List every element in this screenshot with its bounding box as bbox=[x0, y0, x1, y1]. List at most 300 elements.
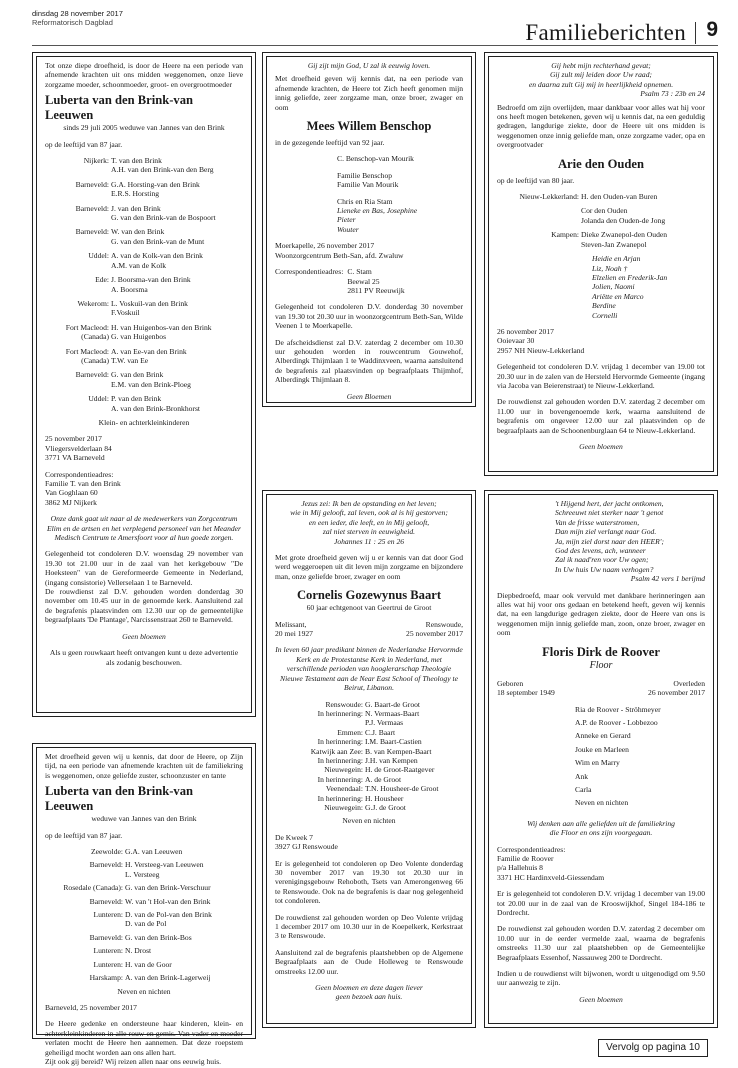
birth-date: 20 mei 1927 bbox=[275, 629, 313, 639]
family-entry bbox=[45, 347, 243, 366]
address-line: 3771 VA Barneveld bbox=[45, 453, 105, 463]
no-flowers-note: Geen bloemen bbox=[579, 994, 623, 1004]
family-member: G. van Huigenbos bbox=[111, 332, 167, 342]
verse-line: Zal ik naad'ren voor Uw ogen; bbox=[555, 555, 649, 565]
family-entry bbox=[45, 370, 243, 389]
family-member: G. van den Brink bbox=[111, 370, 164, 380]
address-line: Correspondentieadres: bbox=[497, 844, 566, 854]
family-entry bbox=[45, 933, 243, 942]
birth-place: Melissant, bbox=[275, 619, 307, 629]
address-line: Correspondentieadres: bbox=[45, 469, 114, 479]
family-place: Kampen: bbox=[551, 230, 579, 240]
verse-line: wie in Mij gelooft, zal leven, ook al is hij gestorven; bbox=[290, 508, 448, 518]
family-place: Uddel: bbox=[88, 394, 109, 404]
deceased-name: Floris Dirk de Roover bbox=[542, 644, 660, 659]
family-place: Lunteren: bbox=[93, 959, 123, 969]
grandchildren-list bbox=[497, 254, 705, 320]
funeral-info: De rouwdienst zal D.V. gehouden worden donderdag 30 november om 10.45 uur in de genoemde kerk. Aansluitend zal de begrafenis plaatsvinden om 12.30 uur op de gemeentelijke begraafplaats 'De Plantage', Narcissenstraat 260 te Barneveld. bbox=[45, 587, 243, 625]
address-line: 3927 GJ Renswoude bbox=[275, 842, 338, 852]
address-line: Vliegersvelderlaan 84 bbox=[45, 443, 112, 453]
family-names bbox=[111, 275, 243, 294]
announcement-baart bbox=[262, 490, 476, 1028]
family-place: Barneveld: bbox=[89, 896, 123, 906]
bible-verse bbox=[497, 61, 705, 89]
family-list bbox=[45, 156, 243, 413]
family-member: Jouke en Marleen bbox=[575, 744, 629, 754]
family-member: N. Vermaas-Baart bbox=[365, 708, 420, 718]
family-place: Barneveld: bbox=[89, 932, 123, 942]
announcement-de-roover bbox=[484, 490, 718, 1028]
family-place: Barneveld: bbox=[75, 179, 109, 189]
family-entry bbox=[45, 910, 243, 929]
no-flowers-note: Geen bloemen bbox=[579, 442, 623, 451]
family-member: G. van den Brink-van de Munt bbox=[111, 236, 205, 246]
family-member: Wim en Marry bbox=[575, 758, 620, 768]
family-entry bbox=[45, 973, 243, 982]
family-place: Rosedale (Canada): bbox=[63, 883, 123, 893]
address-line: C. Stam bbox=[347, 267, 372, 277]
family-names bbox=[365, 765, 463, 774]
family-member: C.J. Baart bbox=[365, 727, 396, 737]
announcement-intro: Bedroefd om zijn overlijden, maar dankbaar voor alles wat hij voor ons heeft mogen betekenen, geven wij u kennis dat, na een geduldig gedragen, langdurige ziekte, door de Heere uit ons midden is weggenomen onze innig geliefde man, onze zorgzame vader, opa en overgrootvader bbox=[497, 102, 705, 150]
family-name: Familie Benschop bbox=[337, 170, 393, 180]
verse-line: Jezus zei: Ik ben de opstanding en het leven; bbox=[301, 499, 437, 508]
verse-line: Van de frisse waterstromen, bbox=[555, 517, 640, 527]
home-address bbox=[497, 327, 705, 355]
family-member: D. van de Pol bbox=[125, 919, 167, 929]
family-names bbox=[365, 775, 463, 784]
grandchild-name: Cornelli bbox=[592, 310, 618, 320]
funeral-info: De rouwdienst zal gehouden worden D.V. zaterdag 2 december om 11.00 uur in bovengenoemde kerk, waarna aansluitend de begrafenis om ongeveer 12.00 uur zal plaatsvinden op de begraafplaats aan de Schoonenburglaan 64 te Nieuw-Lekkerland. bbox=[497, 397, 705, 435]
family-member: T.N. Housheer-de Groot bbox=[365, 784, 439, 794]
bible-verse: Gij zijt mijn God, U zal ik eeuwig loven. bbox=[307, 61, 431, 70]
verse-line: Dan mijn ziel verlangt naar God. bbox=[555, 527, 657, 537]
family-member: J. Boorsma-van den Brink bbox=[111, 275, 191, 285]
address-line: Familie T. van den Brink bbox=[45, 479, 121, 488]
family-member: A. van den Brink-Lagerweij bbox=[125, 973, 211, 983]
family-entry bbox=[45, 394, 243, 413]
grandchild-name: Berdine bbox=[592, 301, 616, 311]
spouse-line: 60 jaar echtgenoot van Geertrui de Groot bbox=[306, 603, 432, 613]
family-names bbox=[111, 370, 243, 389]
condolence-info: Er is gelegenheid tot condoleren op Deo Volente donderdag 30 november 2017 van 19.30 tot 20.30 uur in verenigingsgebouw Rehoboth, Tsets van Amerongenweg 66 te Renswoude. Ook na de begrafenis is daar nog gelegenheid tot condoleren. bbox=[275, 858, 463, 906]
verse-line: Gij hebt mijn rechterhand gevat; bbox=[551, 61, 651, 70]
family-member: L. Versteeg bbox=[125, 869, 160, 879]
family-place bbox=[497, 206, 581, 225]
family-names bbox=[125, 960, 243, 969]
grandchild-name: Heidie en Arjan bbox=[592, 254, 641, 264]
verse-line: God des levens, ach, wanneer bbox=[555, 546, 646, 556]
family-place: Fort Macleod: (Canada) bbox=[65, 322, 109, 342]
place-line: Moerkapelle, 26 november 2017 bbox=[275, 241, 375, 251]
family-entry bbox=[275, 756, 463, 765]
closing-text: Zijt ook gij bereid? Wij reizen allen naar ons eeuwig huis. bbox=[45, 1056, 222, 1066]
family-names bbox=[365, 794, 463, 803]
family-member: H. van Huigenbos-van den Brink bbox=[111, 322, 212, 332]
condolence-info: Gelegenheid tot condoleren D.V. woensdag 29 november van 19.30 tot 21.00 uur in de zaal van het kerkgebouw "De Hoeksteen" van de Gereformeerde Gemeente in Nederland, (ingang consistorie) Vellerselaan 1 te Barneveld. bbox=[45, 549, 243, 587]
family-entry bbox=[497, 230, 705, 249]
grandchild-name: Liz, Noah † bbox=[592, 263, 628, 273]
family-place: Barneveld: bbox=[89, 860, 123, 870]
address-line: p/a Hallehuis 8 bbox=[497, 863, 543, 873]
family-entry bbox=[275, 700, 463, 709]
family-entry bbox=[45, 847, 243, 856]
deceased-name: Luberta van den Brink-van Leeuwen bbox=[45, 93, 194, 123]
grandchildren-list bbox=[337, 206, 463, 234]
family-place: In herinnering: bbox=[317, 774, 363, 784]
family-entry bbox=[45, 323, 243, 342]
burial-info: Aansluitend zal de begrafenis plaatshebben op de Algemene Begraafplaats aan de Oude Holleweg te Renswoude omstreeks 12.00 uur. bbox=[275, 947, 463, 976]
address-line: Familie de Roover bbox=[497, 853, 554, 863]
condolence-info: Gelegenheid tot condoleren D.V. donderdag 30 november van 19.30 tot 20.30 uur in woonzorgcentrum Beth-San, Wilde Veenen 1 te Moerkapelle. bbox=[275, 302, 463, 331]
family-place: Zeewolde: bbox=[90, 847, 123, 857]
family-member: H. de Groot-Raatgever bbox=[365, 765, 435, 775]
family-place: Lunteren: bbox=[93, 946, 123, 956]
family-place: Nieuw-Lekkerland: bbox=[519, 192, 579, 202]
bible-verse bbox=[275, 499, 463, 537]
death-date: 26 november 2017 bbox=[648, 688, 705, 698]
section-title: Familieberichten bbox=[525, 20, 686, 45]
family-entry bbox=[275, 803, 463, 812]
family-names bbox=[125, 973, 243, 982]
family-names bbox=[365, 803, 463, 812]
family-entry bbox=[45, 204, 243, 223]
children-names: Chris en Ria Stam bbox=[337, 196, 393, 206]
remembrance-note bbox=[497, 819, 705, 838]
family-place: Barneveld: bbox=[75, 370, 109, 380]
family-member: P.J. Vermaas bbox=[365, 718, 404, 728]
verse-reference: Psalm 42 vers 1 berijmd bbox=[630, 574, 705, 584]
announcement-intro: Met grote droefheid geven wij u er kennis van dat door God werd weggeroepen uit dit leven mijn zorgzame en bijzondere man, onze geliefde broer, zwager en oom bbox=[275, 553, 463, 581]
families-list bbox=[337, 171, 463, 190]
place-line: Woonzorgcentrum Beth-San, afd. Zwaluw bbox=[275, 250, 404, 260]
no-flowers-note bbox=[275, 983, 463, 1002]
family-member: H. Housheer bbox=[365, 793, 404, 803]
age-line: op de leeftijd van 87 jaar. bbox=[45, 830, 123, 840]
family-names bbox=[111, 347, 243, 366]
address-line: 26 november 2017 bbox=[497, 326, 554, 336]
family-names bbox=[111, 227, 243, 246]
condolence-info: Gelegenheid tot condoleren D.V. vrijdag 1 december van 19.00 tot 20.30 uur in de zalen van de Hersteld Hervormde Gemeente (ingang via Jacoba van Beierenstraat) te Nieuw-Lekkerland. bbox=[497, 362, 705, 390]
family-place: In herinnering: bbox=[317, 708, 363, 718]
date-address bbox=[45, 434, 243, 462]
family-member: Neven en nichten bbox=[575, 798, 629, 808]
widow-line: sinds 29 juli 2005 weduwe van Jannes van den Brink bbox=[63, 123, 225, 133]
family-entry bbox=[45, 883, 243, 892]
age-line: in de gezegende leeftijd van 92 jaar. bbox=[275, 138, 385, 148]
announcement-benschop bbox=[262, 52, 476, 407]
address-line: 2957 NH Nieuw-Lekkerland bbox=[497, 345, 585, 355]
family-member: J. van den Brink bbox=[111, 203, 161, 213]
family-names bbox=[365, 709, 463, 728]
verse-line: Ja, mijn ziel dorst naar den HEER'; bbox=[555, 536, 664, 546]
grandchild-name: Pieter bbox=[337, 215, 356, 225]
family-entry bbox=[275, 765, 463, 774]
issue-date: dinsdag 28 november 2017 bbox=[32, 9, 123, 18]
funeral-info: De rouwdienst zal gehouden worden D.V. zaterdag 2 december om 10.00 uur in de eerder vermelde zaal, waarna de begrafenis omstreeks 11.30 uur zal plaatshebben op de Gemeentelijke Begraafplaats Essenhof, Nassauweg 200 te Dordrecht. bbox=[497, 924, 705, 962]
family-entry bbox=[275, 794, 463, 803]
place-date bbox=[275, 241, 463, 260]
family-list bbox=[497, 192, 705, 249]
family-names bbox=[125, 910, 243, 929]
no-flowers-note: Geen bloemen bbox=[122, 631, 166, 641]
verse-line: en een ieder, die leeft, en in Mij gelooft, bbox=[308, 517, 430, 527]
family-member: G.A. van Leeuwen bbox=[125, 847, 183, 857]
family-place: Lunteren: bbox=[93, 910, 123, 920]
family-place: Nieuwegein: bbox=[324, 765, 363, 775]
grandchild-name: Jolien, Naomi bbox=[592, 282, 635, 292]
family-place: Barneveld: bbox=[75, 227, 109, 237]
biography: In leven 60 jaar predikant binnen de Nederlandse Hervormde Kerk en de Protestantse Kerk in Nederland, met verschillende perioden van hooglerarschap Theologie Nieuwe Testament aan de Near East School of Theology te Beirut, Libanon. bbox=[275, 645, 463, 693]
age-line: op de leeftijd van 80 jaar. bbox=[497, 175, 575, 185]
family-member: A.H. van den Brink-van den Berg bbox=[111, 165, 214, 175]
correspondence-label: Correspondentieadres: bbox=[275, 267, 344, 277]
family-place: In herinnering: bbox=[317, 755, 363, 765]
address-line: Van Goghlaan 60 bbox=[45, 488, 98, 498]
deceased-name: Cornelis Gozewynus Baart bbox=[296, 588, 442, 603]
family-member: A. van de Kolk-van den Brink bbox=[111, 251, 203, 261]
family-member: Jolanda den Ouden-de Jong bbox=[581, 215, 666, 225]
address-line: 2811 PV Reeuwijk bbox=[347, 285, 405, 295]
family-list bbox=[45, 847, 243, 982]
family-member: G.A. Horsting-van den Brink bbox=[111, 179, 200, 189]
family-member: E.M. van den Brink-Ploeg bbox=[111, 379, 191, 389]
widow-line: weduwe van Jannes van den Brink bbox=[91, 814, 197, 824]
family-entry bbox=[275, 728, 463, 737]
continue-on-page-link[interactable]: Vervolg op pagina 10 bbox=[598, 1039, 708, 1057]
family-member: T.W. van Ee bbox=[111, 355, 149, 365]
date-line: Barneveld, 25 november 2017 bbox=[45, 1002, 137, 1012]
family-place: Emmen: bbox=[337, 727, 363, 737]
remembrance-text: De Heere gedenke en ondersteune haar kinderen, klein- en achterkleinkinderen in alle rouw en gemis. Van vader en moeder verlaten mocht de Heere hen aannemen. Dat deze roepstem geheiligd mocht worden aan ons allen hart. bbox=[45, 1019, 243, 1057]
family-place: Nieuwegein: bbox=[324, 802, 363, 812]
announcement-brink-2 bbox=[32, 743, 256, 1066]
family-place: Fort Macleod: (Canada) bbox=[65, 346, 109, 365]
address-line: 3862 MJ Nijkerk bbox=[45, 497, 97, 507]
funeral-info: De rouwdienst zal gehouden worden op Deo Volente vrijdag 1 december 2017 om 10.30 uur in de Koepelkerk, Kerkstraat 3 te Renswoude. bbox=[275, 912, 463, 941]
grandchild-name: Elzelien en Frederik-Jan bbox=[592, 272, 668, 282]
family-place: Uddel: bbox=[88, 251, 109, 261]
bible-verse bbox=[497, 499, 705, 574]
correspondence-address bbox=[45, 470, 243, 508]
nephews-line: Neven en nichten bbox=[342, 816, 396, 826]
thanks-note: Onze dank gaat uit naar al de medewerkers van Zorgcentrum Elim en de artsen en het verplegend personeel van het Meander Medisch Centrum te Amersfoort voor al hun goede zorgen. bbox=[46, 514, 241, 543]
note-line: Wij denken aan alle geliefden uit de familiekring bbox=[527, 818, 675, 828]
family-list bbox=[275, 700, 463, 813]
family-entry bbox=[45, 299, 243, 318]
grandchild-name: Lieneke en Bas, Josephine bbox=[337, 206, 418, 216]
family-place: Katwijk aan Zee: bbox=[310, 746, 363, 756]
family-member: N. Drost bbox=[125, 946, 152, 956]
birth-date: 18 september 1949 bbox=[497, 688, 555, 698]
family-names bbox=[125, 933, 243, 942]
no-flowers-note: Geen Bloemen bbox=[346, 391, 392, 401]
address-line: De Kweek 7 bbox=[275, 832, 313, 842]
family-member: G. van den Brink-Bos bbox=[125, 932, 192, 942]
family-place: In herinnering: bbox=[317, 793, 363, 803]
verse-line: zal niet sterven in eeuwigheid. bbox=[322, 527, 416, 537]
family-member: G. van den Brink-van de Bospoort bbox=[111, 213, 216, 223]
family-member: H. Versteeg-van Leeuwen bbox=[125, 860, 204, 870]
stream-info: Indien u de rouwdienst wilt bijwonen, wordt u uitgenodigd om 9.50 uur aanwezig te zijn. bbox=[497, 969, 705, 988]
family-member: W. van den Brink bbox=[111, 227, 165, 237]
family-names bbox=[111, 156, 243, 175]
family-entry bbox=[45, 860, 243, 879]
family-names bbox=[581, 192, 705, 201]
family-entry bbox=[45, 251, 243, 270]
family-entry bbox=[275, 709, 463, 728]
family-place: In herinnering: bbox=[317, 737, 363, 747]
family-names bbox=[125, 883, 243, 892]
announcement-brink-1 bbox=[32, 52, 256, 717]
family-names bbox=[111, 180, 243, 199]
page-number: 9 bbox=[706, 18, 718, 41]
family-member: Ria de Roover - Ströhmeyer bbox=[575, 704, 661, 714]
age-line: op de leeftijd van 87 jaar. bbox=[45, 139, 123, 149]
funeral-info: De afscheidsdienst zal D.V. zaterdag 2 december om 10.30 uur gehouden worden in rouwcentrum Gouwehof, Alberdingk Thijmlaan 1 te Waddinxveen, waarna aansluitend de begrafenis zal plaatsvinden op begraafplaats Thijmhof, Alberdingk Thijmlaan 8. bbox=[275, 337, 463, 385]
family-member: Ank bbox=[575, 771, 589, 781]
verse-reference: Psalm 73 : 23b en 24 bbox=[640, 89, 705, 99]
family-member: A. van den Brink-Bronkhorst bbox=[111, 403, 201, 413]
home-address bbox=[275, 833, 463, 852]
family-member: A. Boorsma bbox=[111, 284, 148, 294]
family-name: Familie Van Mourik bbox=[337, 180, 399, 190]
family-member: W. van 't Hol-van den Brink bbox=[125, 896, 211, 906]
family-names bbox=[125, 860, 243, 879]
nickname: Floor bbox=[589, 659, 613, 671]
family-entry bbox=[275, 775, 463, 784]
address-line: 3371 HC Hardinxveld-Giessendam bbox=[497, 872, 605, 882]
address-line: Ooievaar 30 bbox=[497, 336, 535, 346]
birth-label: Geboren bbox=[497, 678, 524, 688]
family-entry bbox=[45, 180, 243, 199]
family-member: J.H. van Kempen bbox=[365, 755, 418, 765]
family-entry bbox=[45, 946, 243, 955]
announcement-intro: Tot onze diepe droefheid, is door de Heere na een periode van afnemende krachten uit ons midden weggenomen, onze lieve zorgzame moeder, schoonmoeder, groot- en overgrootmoeder bbox=[45, 61, 243, 89]
family-names bbox=[365, 700, 463, 709]
family-member: L. Voskuil-van den Brink bbox=[111, 298, 188, 308]
family-entry bbox=[45, 897, 243, 906]
family-entry bbox=[45, 156, 243, 175]
family-entry bbox=[45, 960, 243, 969]
announcement-intro: Diepbedroefd, maar ook vervuld met dankbare herinneringen aan alles wat hij voor ons gedaan en betekend heeft, geven wij kennis dat, na een langdurige gedragen ziekte, door de Heere van ons is weggenomen mijn innig geliefde man, zoon, onze broer, zwager en oom bbox=[497, 590, 705, 638]
family-member: B. van Kempen-Baart bbox=[365, 746, 432, 756]
family-names bbox=[111, 323, 243, 342]
condolence-info: Er is gelegenheid tot condoleren D.V. vrijdag 1 december van 19.00 tot 20.00 uur in de zaal van de Krooswijkhof, Singel 184-186 te Dordrecht. bbox=[497, 889, 705, 917]
verse-line: Schreeuwt niet sterker naar 't genot bbox=[555, 508, 664, 518]
family-member: H. den Ouden-van Buren bbox=[581, 192, 658, 202]
title-divider bbox=[695, 22, 696, 44]
verse-line: 't Hijgend hert, der jacht ontkomen, bbox=[555, 499, 664, 508]
family-place: Wekerom: bbox=[77, 298, 109, 308]
verse-line: en daarna zult Gij mij in heerlijkheid opnemen. bbox=[528, 79, 674, 89]
verse-line: In Uw huis Uw naam verhogen? bbox=[555, 564, 654, 574]
deceased-name: Luberta van den Brink-van Leeuwen bbox=[45, 784, 194, 814]
verse-reference: Johannes 11 : 25 en 26 bbox=[333, 536, 405, 546]
family-member: P. van den Brink bbox=[111, 394, 162, 404]
family-entry bbox=[275, 784, 463, 793]
family-member: Anneke en Gerard bbox=[575, 731, 631, 741]
family-entry bbox=[275, 747, 463, 756]
family-list bbox=[497, 705, 705, 808]
card-note: Als u geen rouwkaart heeft ontvangen kunt u deze advertentie als zodanig beschouwen. bbox=[49, 648, 239, 667]
family-names bbox=[365, 728, 463, 737]
death-place: Renswoude, bbox=[425, 619, 463, 629]
family-member: F.Voskuil bbox=[111, 308, 140, 318]
masthead bbox=[32, 6, 718, 46]
family-member: H. van de Goor bbox=[125, 959, 172, 969]
note-line: geen bezoek aan huis. bbox=[335, 992, 403, 1002]
family-member: Dieke Zwanepol-den Ouden bbox=[581, 230, 668, 240]
family-entry bbox=[45, 227, 243, 246]
family-member: G. Baart-de Groot bbox=[365, 699, 421, 709]
family-entry bbox=[45, 275, 243, 294]
announcement-den-ouden bbox=[484, 52, 718, 476]
death-label: Overleden bbox=[673, 678, 705, 688]
family-names bbox=[365, 737, 463, 746]
note-line: die Floor en ons zijn voorgegaan. bbox=[549, 828, 653, 838]
correspondence-address bbox=[497, 845, 705, 883]
family-names bbox=[581, 230, 705, 249]
family-member: A.P. de Roover - Lobbezoo bbox=[575, 717, 658, 727]
family-names bbox=[581, 206, 705, 225]
family-member: I.M. Baart-Castien bbox=[365, 737, 422, 747]
family-place: Ede: bbox=[95, 275, 109, 285]
family-names bbox=[111, 299, 243, 318]
deceased-name: Mees Willem Benschop bbox=[306, 119, 432, 134]
verse-line: Gij zult mij leiden door Uw raad; bbox=[549, 70, 653, 80]
family-member: T. van den Brink bbox=[111, 156, 162, 166]
family-names bbox=[365, 756, 463, 765]
family-entry bbox=[497, 206, 705, 225]
family-names bbox=[125, 897, 243, 906]
family-entry bbox=[497, 192, 705, 201]
family-member: Cor den Ouden bbox=[581, 206, 628, 216]
family-names bbox=[125, 847, 243, 856]
family-names bbox=[125, 946, 243, 955]
family-member: G. van den Brink-Verschuur bbox=[125, 883, 211, 893]
family-member: A. de Groot bbox=[365, 774, 402, 784]
family-entry bbox=[275, 737, 463, 746]
wife-name: C. Benschop-van Mourik bbox=[337, 154, 414, 164]
grandchild-name: Wouter bbox=[337, 224, 359, 234]
family-names bbox=[365, 747, 463, 756]
family-place: Renswoude: bbox=[325, 699, 363, 709]
grandchild-name: Ariëtte en Marco bbox=[592, 291, 644, 301]
family-names bbox=[111, 251, 243, 270]
family-member: D. van de Pol-van den Brink bbox=[125, 910, 212, 920]
nephews-line: Neven en nichten bbox=[117, 986, 171, 996]
family-member: Carla bbox=[575, 784, 592, 794]
death-date: 25 november 2017 bbox=[406, 629, 463, 639]
note-line: Geen bloemen en deze dagen liever bbox=[315, 983, 423, 993]
family-names bbox=[111, 204, 243, 223]
address-line: Beewal 25 bbox=[347, 276, 380, 286]
family-place: Veenendaal: bbox=[325, 784, 363, 794]
family-member: A.M. van de Kolk bbox=[111, 260, 167, 270]
family-member: G.J. de Groot bbox=[365, 802, 406, 812]
announcement-intro: Met droefheid geven wij u kennis, dat door de Heere, op Zijn tijd, na een periode van afnemende krachten uit de familiekring is weggenomen, onze geliefde zuster, schoonzuster en tante bbox=[45, 752, 243, 780]
family-member: Steven-Jan Zwanepol bbox=[581, 239, 647, 249]
family-names bbox=[365, 784, 463, 793]
grandchildren-line: Klein- en achterkleinkinderen bbox=[98, 417, 190, 427]
family-member: E.R.S. Horsting bbox=[111, 189, 160, 199]
announcement-intro: Met droefheid geven wij kennis dat, na een periode van afnemende krachten, de Heere tot Zich heeft genomen mijn innig geliefde, zeer zorgzame man, onze broer, zwager en oom bbox=[275, 74, 463, 112]
address-line: 25 november 2017 bbox=[45, 434, 102, 444]
family-place: Nijkerk: bbox=[83, 156, 109, 166]
correspondence-address bbox=[345, 267, 463, 295]
newspaper-name: Reformatorisch Dagblad bbox=[32, 18, 113, 27]
